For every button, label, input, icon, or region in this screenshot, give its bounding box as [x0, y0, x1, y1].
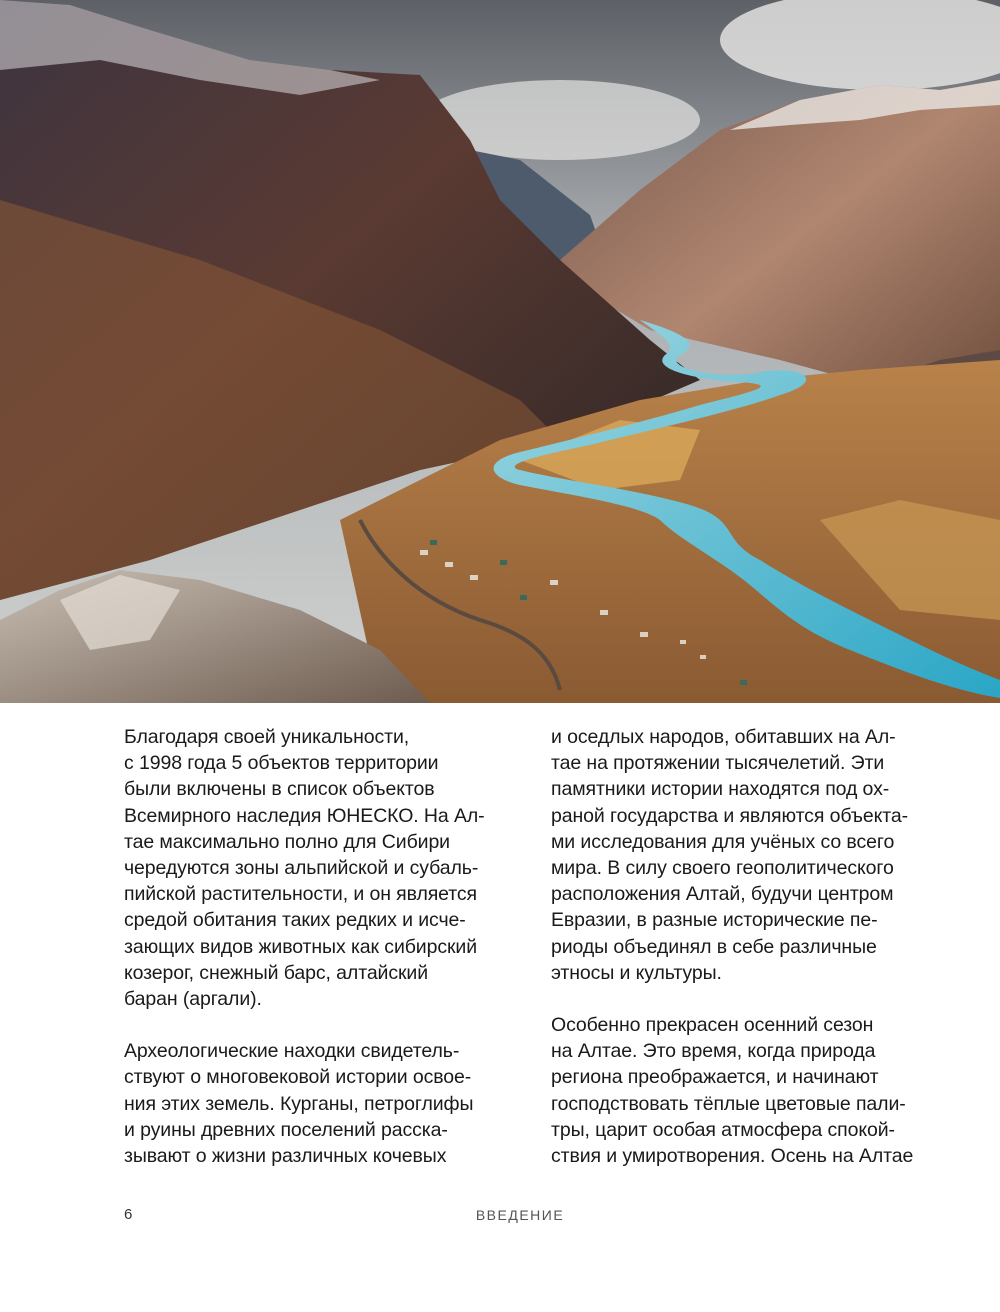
text-line: зающих видов животных как сибирский	[124, 935, 478, 958]
paragraph	[551, 724, 921, 986]
text-line: баран (аргали).	[124, 988, 262, 1011]
paragraph	[551, 1012, 921, 1169]
text-line: пийской растительности, и он является	[124, 883, 478, 906]
text-line: тры, царит особая атмосфера спокой-	[551, 1118, 895, 1141]
paragraph	[124, 724, 494, 1012]
text-line: и руины древних поселений расска-	[124, 1118, 448, 1141]
text-line: на Алтае. Это время, когда природа	[551, 1040, 876, 1063]
text-line: Археологические находки свидетель-	[124, 1040, 460, 1063]
text-line: Особенно прекрасен осенний сезон	[551, 1014, 874, 1037]
text-line: господствовать тёплые цветовые пали-	[551, 1092, 906, 1115]
text-line: средой обитания таких редких и исче-	[124, 909, 466, 932]
paragraph	[124, 1038, 494, 1169]
text-line: козерог, снежный барс, алтайский	[124, 961, 429, 984]
text-line: мира. В силу своего геополитического	[551, 857, 894, 880]
text-line: ствия и умиротворения. Осень на Алтае	[551, 1145, 914, 1168]
text-line: ния этих земель. Курганы, петроглифы	[124, 1092, 474, 1115]
text-line: с 1998 года 5 объектов территории	[124, 752, 439, 775]
text-line: и оседлых народов, обитавших на Ал-	[551, 726, 896, 748]
text-column-right	[551, 724, 921, 1195]
text-line: памятники истории находятся под ох-	[551, 778, 890, 801]
page-number: 6	[124, 1206, 133, 1223]
text-line: зывают о жизни различных кочевых	[124, 1145, 447, 1168]
text-line: риоды объединял в себе различные	[551, 935, 877, 958]
text-line: были включены в список объектов	[124, 778, 435, 801]
text-line: тае на протяжении тысячелетий. Эти	[551, 752, 885, 775]
text-line: региона преображается, и начинают	[551, 1066, 879, 1089]
text-line: раной государства и являются объекта-	[551, 804, 909, 827]
text-line: чередуются зоны альпийской и субаль-	[124, 857, 479, 880]
text-line: ми исследования для учёных со всего	[551, 830, 895, 853]
text-line: Евразии, в разные исторические пе-	[551, 909, 878, 932]
text-line: Всемирного наследия ЮНЕСКО. На Ал-	[124, 804, 485, 827]
text-line: тае максимально полно для Сибири	[124, 830, 450, 853]
text-line: Благодаря своей уникальности,	[124, 726, 410, 748]
text-column-left	[124, 724, 494, 1195]
text-line: ствуют о многовековой истории освое-	[124, 1066, 472, 1089]
text-line: расположения Алтай, будучи центром	[551, 883, 894, 906]
section-title: ВВЕДЕНИЕ	[475, 1207, 565, 1223]
text-line: этносы и культуры.	[551, 961, 722, 984]
